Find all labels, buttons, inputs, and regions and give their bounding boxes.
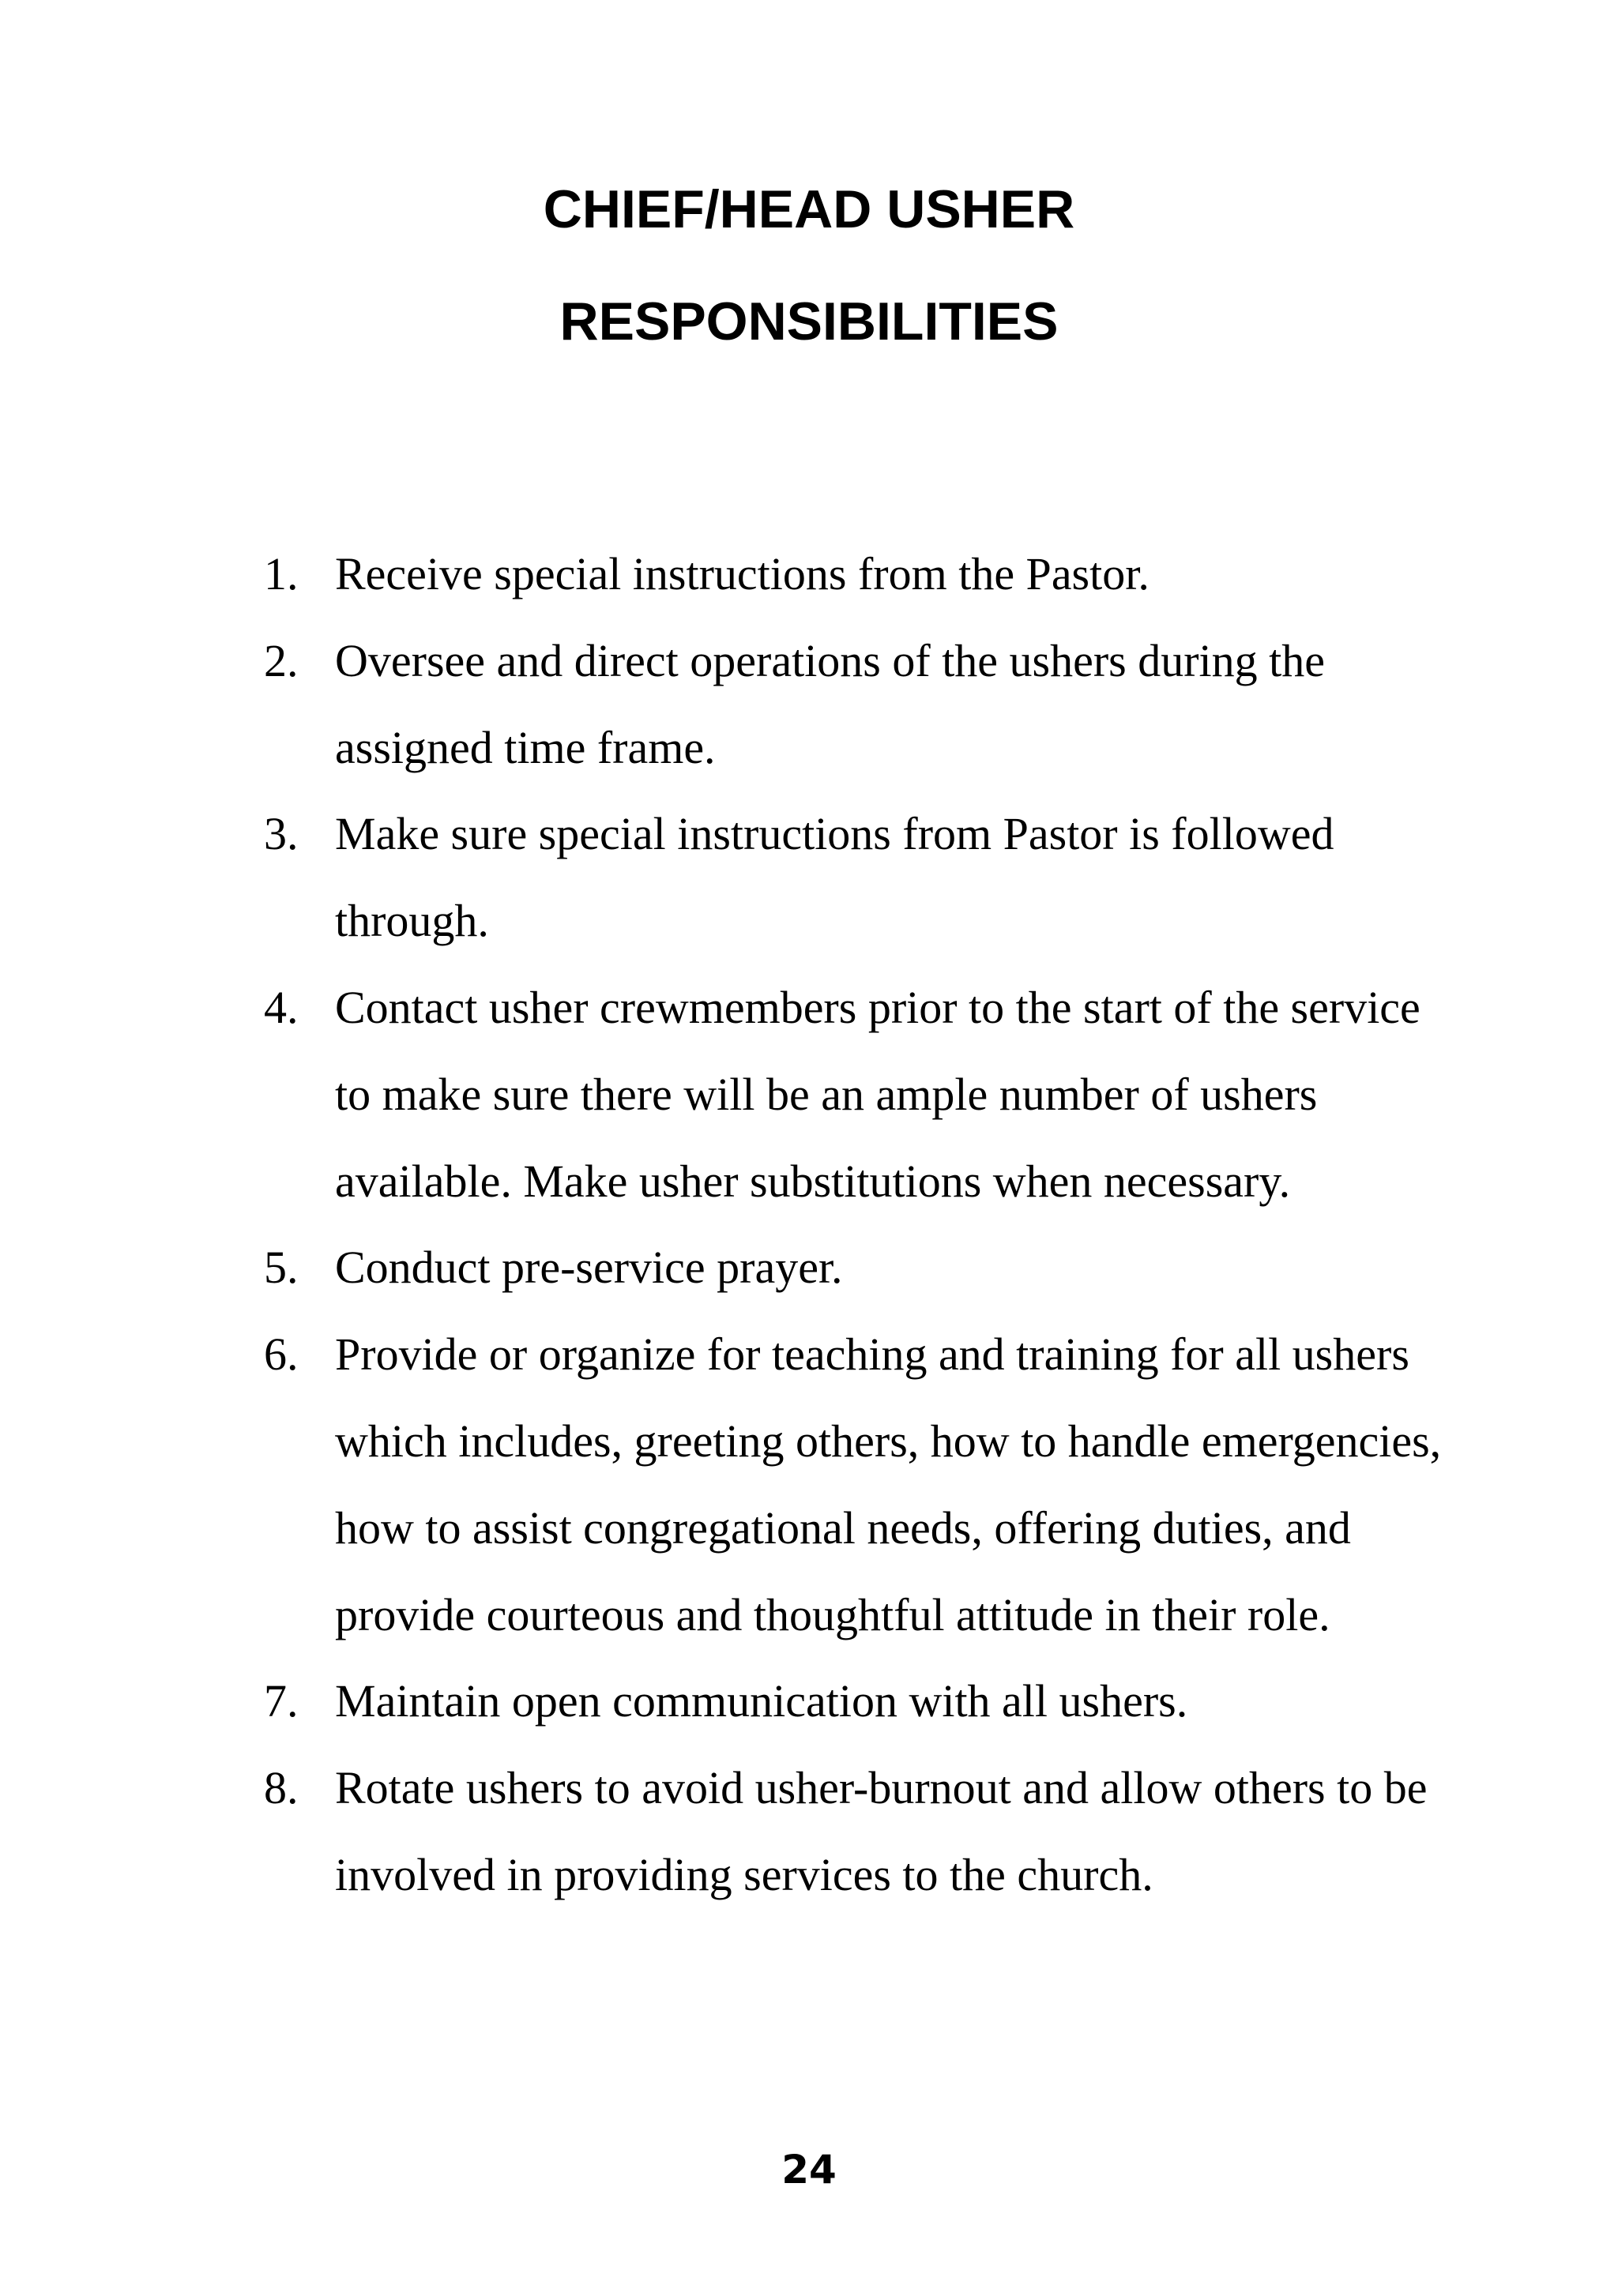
list-item [0,1311,1457,1658]
item-text: Rotate ushers to avoid usher-burnout and allow others to be involved in providing services to the church. [335,1762,1428,1900]
list-item [0,1745,1457,1918]
item-text: Provide or organize for teaching and training for all ushers which includes, greeting others, how to handle emergencies, how to assist congregational needs, offering duties, and provide courteous and thoughtful attitude in their role. [335,1328,1442,1640]
item-number: 8. [264,1762,299,1814]
page-title-line-1: CHIEF/HEAD USHER [543,179,1075,239]
item-text: Conduct pre-service prayer. [335,1242,843,1294]
list-item [0,1658,1457,1745]
list-item [0,1224,1457,1311]
list-item [0,791,1457,964]
item-number: 4. [264,981,299,1033]
page-title-line-2: RESPONSIBILITIES [559,291,1059,351]
item-number: 7. [264,1675,299,1727]
item-number: 6. [264,1328,299,1381]
item-text: Oversee and direct operations of the ushers during the assigned time frame. [335,634,1326,773]
item-text: Contact usher crewmembers prior to the start of the service to make sure there will be an ample number of ushers available. Make usher substitutions when necessary. [335,981,1420,1207]
item-number: 3. [264,808,299,860]
item-text: Make sure special instructions from Pastor is followed through. [335,808,1334,947]
item-text: Receive special instructions from the Pastor. [335,548,1150,599]
list-item [0,618,1457,791]
page-number: 24 [781,2147,837,2193]
list-item [0,964,1457,1224]
item-number: 1. [264,548,299,599]
responsibilities-list [0,531,1618,1918]
list-item [0,531,1457,618]
item-text: Maintain open communication with all ushers. [335,1675,1188,1727]
item-number: 5. [264,1242,299,1294]
item-number: 2. [264,634,299,686]
